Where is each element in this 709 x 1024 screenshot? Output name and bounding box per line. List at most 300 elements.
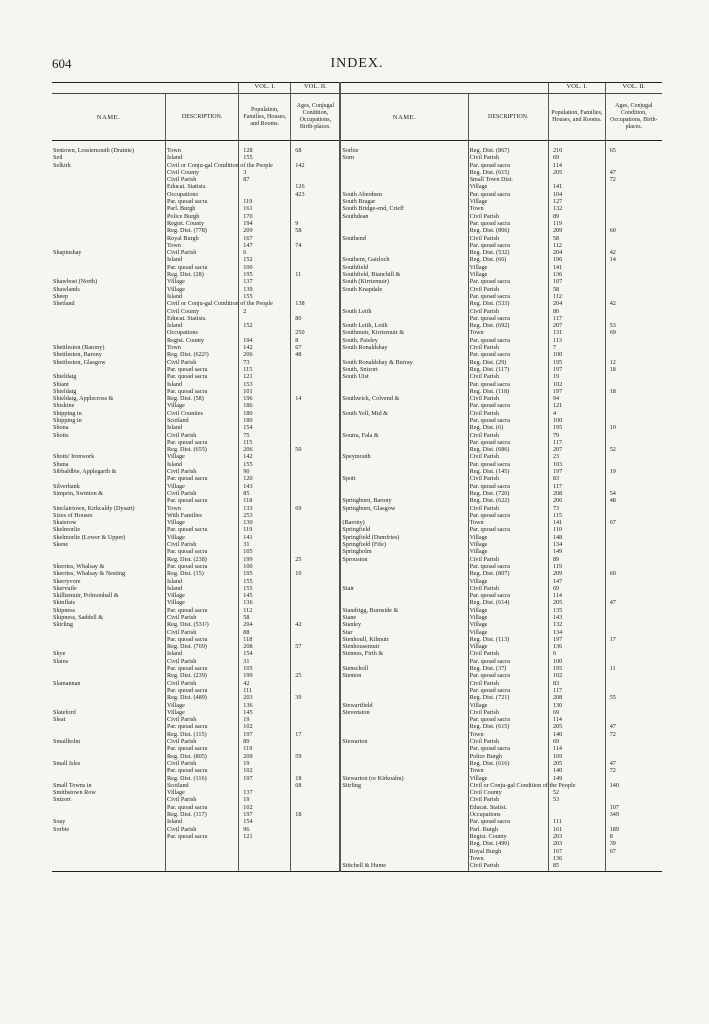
- vol2-page-left: [291, 154, 341, 161]
- vol2-page-right: [605, 286, 662, 293]
- vol1-page-left: 155: [239, 461, 291, 468]
- table-row: [52, 621, 662, 628]
- vol2-desc-header-right: Ages, Conjugal Condition, Occupations, Birth-places.: [605, 94, 662, 141]
- entry-description-left: Island: [165, 585, 238, 592]
- entry-description-left: Par. quoad sacra: [165, 475, 238, 482]
- vol1-page-right: 130: [548, 702, 605, 709]
- entry-description-left: Reg. Dist. (28): [165, 271, 238, 278]
- entry-description-right: Village: [468, 271, 548, 278]
- entry-name-left: Sorbie: [53, 825, 70, 833]
- entry-name-right: Stenton: [340, 672, 468, 679]
- vol2-page-left: 25: [291, 556, 341, 563]
- entry-name-right: [340, 351, 468, 358]
- entry-description-left: Civil Parish: [165, 541, 238, 548]
- vol2-page-left: [291, 475, 341, 482]
- vol2-header-right: VOL. II.: [605, 83, 662, 94]
- table-row: [52, 490, 662, 497]
- vol1-page-left: 105: [239, 665, 291, 672]
- vol2-page-left: [291, 745, 341, 752]
- vol1-page-left: 88: [239, 629, 291, 636]
- vol2-page-left: [291, 760, 341, 767]
- vol2-page-left: [291, 176, 341, 183]
- vol1-page-right: 140: [548, 731, 605, 738]
- entry-description-left: Town: [165, 344, 238, 351]
- table-row: [52, 826, 662, 833]
- table-row: [52, 220, 662, 227]
- entry-name-right: [340, 760, 468, 767]
- vol1-page-right: 100: [548, 351, 605, 358]
- vol2-page-right: [605, 278, 662, 285]
- entry-name-left: [52, 767, 165, 774]
- entry-name-left: [52, 322, 165, 329]
- vol1-page-right: 102: [548, 381, 605, 388]
- entry-description-right: Par. quoad sacra: [468, 278, 548, 285]
- vol2-page-left: [291, 308, 341, 315]
- entry-name-right: South (Kirriemuir): [340, 278, 468, 285]
- vol2-page-right: 17: [605, 636, 662, 643]
- vol1-page-left: 101: [239, 388, 291, 395]
- entry-name-right: [340, 811, 468, 818]
- table-row: [52, 665, 662, 672]
- entry-name-left: Skirling: [53, 621, 73, 629]
- entry-name-right: South Bragar: [340, 198, 468, 205]
- vol1-page-right: 104: [548, 191, 605, 198]
- entry-description-right: Reg. Dist. (720): [468, 490, 548, 497]
- entry-description-left: Par. quoad sacra: [165, 745, 238, 752]
- table-row: [52, 183, 662, 190]
- vol1-page-left: 155: [239, 154, 291, 161]
- vol2-page-left: [291, 417, 341, 424]
- entry-description-right: Reg. Dist. (692): [468, 322, 548, 329]
- table-row: [52, 395, 662, 402]
- vol2-page-right: [605, 381, 662, 388]
- entry-name-left: [52, 191, 165, 198]
- vol2-page-right: [605, 453, 662, 460]
- entry-name-left: Skervuile: [53, 584, 77, 592]
- vol2-page-right: [605, 534, 662, 541]
- entry-name-right: Soutra, Fala &: [340, 432, 468, 439]
- entry-name-right: Springburn, Barony: [340, 497, 468, 504]
- table-row: [52, 461, 662, 468]
- table-row: [52, 636, 662, 643]
- table-row: [52, 753, 662, 760]
- entry-name-left: [52, 548, 165, 555]
- entry-description-right: Village: [468, 183, 548, 190]
- vol1-page-right: 195: [548, 424, 605, 431]
- entry-name-left: Selkirk: [53, 161, 71, 169]
- entry-name-right: Stanley: [340, 621, 468, 628]
- table-row: [52, 329, 662, 336]
- entry-name-left: Shipping in: [53, 416, 82, 424]
- entry-description-right: Civil Parish: [468, 395, 548, 402]
- vol2-page-right: [605, 293, 662, 300]
- entry-description-right: Civil Parish: [468, 556, 548, 563]
- vol2-page-left: [291, 592, 341, 599]
- vol1-page-right: 113: [548, 337, 605, 344]
- vol1-page-left: 100: [239, 563, 291, 570]
- vol2-page-right: [605, 643, 662, 650]
- entry-description-left: Par. quoad sacra: [165, 439, 238, 446]
- vol1-page-left: 102: [239, 767, 291, 774]
- entry-description-left: Reg. Dist. (655): [165, 446, 238, 453]
- table-row: [52, 519, 662, 526]
- vol2-page-left: 74: [291, 242, 341, 249]
- vol1-page-right: 117: [548, 439, 605, 446]
- entry-name-right: [340, 687, 468, 694]
- entry-description-right: Village: [468, 534, 548, 541]
- vol2-page-right: [605, 505, 662, 512]
- table-row: [52, 249, 662, 256]
- vol1-page-left: 155: [239, 293, 291, 300]
- vol1-page-right: 69: [548, 154, 605, 161]
- vol1-page-right: 114: [548, 162, 605, 169]
- entry-description-right: Civil Parish: [468, 475, 548, 482]
- vol1-page-right: 149: [548, 775, 605, 782]
- vol2-page-left: [291, 213, 341, 220]
- entry-name-right: [340, 249, 468, 256]
- vol1-page-right: 207: [548, 446, 605, 453]
- vol1-page-right: 209: [548, 227, 605, 234]
- entry-description-right: Civil or Conju-gal Condition of the People: [469, 781, 576, 789]
- vol1-page-left: 145: [239, 592, 291, 599]
- vol1-page-right: 121: [548, 402, 605, 409]
- entry-name-right: South, Snizort: [340, 366, 468, 373]
- vol1-page-right: 112: [548, 293, 605, 300]
- entry-name-left: Seil: [53, 154, 63, 162]
- entry-name-right: Stair: [340, 585, 468, 592]
- vol2-page-left: 68: [291, 782, 341, 789]
- vol2-page-right: 18: [605, 366, 662, 373]
- vol2-page-left: [291, 687, 341, 694]
- table-row: [52, 709, 662, 716]
- entry-name-right: Southdean: [340, 213, 468, 220]
- vol1-page-right: 205: [548, 169, 605, 176]
- vol1-page-left: 118: [239, 497, 291, 504]
- entry-name-right: [340, 242, 468, 249]
- vol-spacer: [468, 83, 548, 94]
- vol2-page-right: [605, 395, 662, 402]
- entry-description-right: Civil Parish: [468, 344, 548, 351]
- vol2-page-left: [291, 680, 341, 687]
- vol1-page-left: 145: [239, 709, 291, 716]
- vol1-page-left: 253: [239, 512, 291, 519]
- vol2-page-left: [291, 578, 341, 585]
- vol1-page-left: 89: [239, 738, 291, 745]
- vol2-page-left: 126: [291, 183, 341, 190]
- entry-description-left: Occupations: [165, 329, 238, 336]
- entry-name-right: Spott: [340, 475, 468, 482]
- vol2-page-right: [605, 315, 662, 322]
- vol2-page-right: [605, 818, 662, 825]
- vol1-page-right: 85: [548, 862, 605, 872]
- entry-description-left: Civil Parish: [165, 826, 238, 833]
- entry-description-right: Civil Parish: [468, 585, 548, 592]
- entry-description-left: Island: [165, 322, 238, 329]
- entry-description-left: Par. quoad sacra: [165, 366, 238, 373]
- entry-description-left: Civil or Conju-gal Condition of the People: [166, 161, 273, 169]
- vol2-page-left: [291, 789, 341, 796]
- table-row: [52, 629, 662, 636]
- entry-description-left: Town: [165, 505, 238, 512]
- entry-description-left: Par. quoad sacra: [165, 767, 238, 774]
- vol2-page-left: 57: [291, 643, 341, 650]
- vol1-page-right: 100: [548, 417, 605, 424]
- vol2-page-right: 55: [605, 694, 662, 701]
- entry-name-left: [52, 235, 165, 242]
- table-row: [52, 264, 662, 271]
- table-row: [52, 366, 662, 373]
- vol2-page-right: 42: [605, 300, 662, 307]
- vol1-page-right: 119: [548, 220, 605, 227]
- table-row: [52, 745, 662, 752]
- vol2-desc-header-left: Ages, Conjugal Condition, Occupations, Birth-places.: [291, 94, 341, 141]
- vol-spacer: [52, 83, 165, 94]
- entry-name-right: [340, 461, 468, 468]
- table-row: [52, 235, 662, 242]
- table-row: [52, 570, 662, 577]
- entry-name-left: [52, 169, 165, 176]
- vol1-page-right: 197: [548, 636, 605, 643]
- vol2-page-left: [291, 650, 341, 657]
- entry-description-right: Civil Parish: [468, 738, 548, 745]
- vol1-page-left: 141: [239, 534, 291, 541]
- entry-description-left: Island: [165, 578, 238, 585]
- entry-description-right: Par. quoad sacra: [468, 512, 548, 519]
- table-row: [52, 286, 662, 293]
- entry-name-left: [52, 242, 165, 249]
- entry-description-left: Civil Parish: [165, 614, 238, 621]
- entry-description-left: Village: [165, 278, 238, 285]
- vol2-page-right: [605, 650, 662, 657]
- vol2-page-right: [605, 687, 662, 694]
- vol1-page-right: 23: [548, 453, 605, 460]
- entry-name-right: Southend: [340, 235, 468, 242]
- table-row: [52, 767, 662, 774]
- vol1-page-left: 186: [239, 402, 291, 409]
- table-row: [52, 475, 662, 482]
- entry-name-left: Small Isles: [53, 759, 81, 767]
- vol2-page-left: 48: [291, 351, 341, 358]
- entry-name-right: South Yell, Mid &: [340, 410, 468, 417]
- vol1-page-left: 139: [239, 286, 291, 293]
- description-header-left: DESCRIPTION.: [165, 94, 238, 141]
- entry-description-right: Civil Parish: [468, 650, 548, 657]
- entry-description-left: Educat. Statists.: [165, 183, 238, 190]
- vol1-page-left: 206: [239, 351, 291, 358]
- entry-description-right: Reg. Dist. (806): [468, 227, 548, 234]
- vol2-page-right: 19: [605, 468, 662, 475]
- entry-name-right: [340, 833, 468, 840]
- entry-name-right: [340, 578, 468, 585]
- entry-description-right: Civil Parish: [468, 796, 548, 803]
- vol2-page-right: 8: [605, 833, 662, 840]
- entry-description-right: Reg. Dist. (117): [468, 366, 548, 373]
- vol2-page-left: [291, 497, 341, 504]
- entry-description-left: Parl. Burgh: [165, 205, 238, 212]
- vol1-page-left: 102: [239, 804, 291, 811]
- entry-description-left: Par. quoad sacra: [165, 804, 238, 811]
- entry-name-right: [340, 716, 468, 723]
- vol2-page-left: [291, 855, 341, 862]
- vol1-page-right: 127: [548, 198, 605, 205]
- vol2-page-left: [291, 235, 341, 242]
- vol1-page-right: 117: [548, 315, 605, 322]
- entry-description-left: Civil Parish: [165, 796, 238, 803]
- vol2-page-left: [291, 862, 341, 872]
- vol1-page-left: 154: [239, 650, 291, 657]
- entry-name-right: [340, 855, 468, 862]
- entry-description-left: Reg. Dist. (58): [165, 395, 238, 402]
- vol2-page-left: [291, 453, 341, 460]
- vol1-page-left: 119: [239, 526, 291, 533]
- vol2-page-right: [605, 337, 662, 344]
- entry-description-left: Village: [165, 534, 238, 541]
- vol1-page-left: 133: [239, 505, 291, 512]
- entry-name-right: South Leith: [340, 308, 468, 315]
- table-row: [52, 505, 662, 512]
- vol2-page-left: 138: [291, 300, 341, 307]
- vol1-page-right: 94: [548, 395, 605, 402]
- vol2-page-right: [605, 541, 662, 548]
- vol1-page-left: 19: [239, 760, 291, 767]
- vol1-page-left: 199: [239, 672, 291, 679]
- vol2-page-right: 60: [605, 570, 662, 577]
- entry-name-left: Shiant: [53, 380, 69, 388]
- vol1-page-right: 58: [548, 235, 605, 242]
- entry-description-right: Village: [468, 629, 548, 636]
- vol2-page-right: [605, 672, 662, 679]
- vol2-page-right: [605, 709, 662, 716]
- vol2-page-right: [605, 344, 662, 351]
- vol1-page-left: 155: [239, 578, 291, 585]
- vol1-desc-header-right: Population, Families, Houses, and Rooms.: [548, 94, 605, 141]
- table-row: [52, 322, 662, 329]
- vol2-page-right: [605, 351, 662, 358]
- entry-description-left: Par. quoad sacra: [165, 665, 238, 672]
- entry-description-right: Village: [468, 548, 548, 555]
- entry-name-right: [340, 753, 468, 760]
- vol2-page-left: [291, 432, 341, 439]
- table-row: [52, 205, 662, 212]
- entry-description-right: Town: [468, 855, 548, 862]
- vol1-page-left: 167: [239, 235, 291, 242]
- entry-name-right: Stenhoull, Kilmuir: [340, 636, 468, 643]
- entry-description-left: Royal Burgh: [165, 235, 238, 242]
- entry-name-left: [52, 315, 165, 322]
- vol1-page-right: 114: [548, 745, 605, 752]
- vol1-page-left: [239, 329, 291, 336]
- entry-name-left: Skerries, Whalsay &: [53, 562, 105, 570]
- vol1-page-right: 141: [548, 519, 605, 526]
- entry-description-left: Village: [165, 402, 238, 409]
- entry-name-right: [340, 789, 468, 796]
- vol2-page-left: [291, 723, 341, 730]
- table-row: [52, 818, 662, 825]
- table-row: [52, 256, 662, 263]
- table-row: [52, 300, 662, 307]
- entry-name-left: [52, 256, 165, 263]
- vol1-page-right: 207: [548, 322, 605, 329]
- entry-description-right: Village: [468, 614, 548, 621]
- entry-description-left: Village: [165, 789, 238, 796]
- vol1-page-right: 132: [548, 621, 605, 628]
- vol1-page-right: 149: [548, 548, 605, 555]
- entry-name-right: Stevenston: [340, 709, 468, 716]
- vol2-page-left: [291, 716, 341, 723]
- entry-name-right: [340, 826, 468, 833]
- vol2-page-right: [605, 410, 662, 417]
- entry-description-left: Civil Parish: [165, 738, 238, 745]
- entry-name-left: Slateford: [53, 708, 76, 716]
- vol2-page-left: [291, 256, 341, 263]
- entry-name-left: Skilliemuir, Polmonhall &: [53, 592, 119, 600]
- vol2-page-left: [291, 826, 341, 833]
- entry-name-right: Stirling: [340, 782, 468, 789]
- entry-description-right: Par. quoad sacra: [468, 658, 548, 665]
- entry-name-left: [52, 804, 165, 811]
- entry-description-left: Par. quoad sacra: [165, 526, 238, 533]
- entry-name-left: Skelmorlie: [53, 526, 81, 534]
- page-header: [52, 56, 662, 74]
- entry-description-right: Village: [468, 643, 548, 650]
- entry-name-left: [52, 694, 165, 701]
- entry-name-left: [52, 840, 165, 847]
- vol1-page-left: [239, 855, 291, 862]
- vol1-page-left: 120: [239, 475, 291, 482]
- entry-name-right: Speymouth: [340, 453, 468, 460]
- entry-name-left: Shapinshay: [53, 249, 82, 257]
- vol1-page-right: 167: [548, 848, 605, 855]
- vol2-page-right: 72: [605, 731, 662, 738]
- entry-name-left: Shieldaig: [53, 387, 77, 395]
- vol2-page-right: [605, 614, 662, 621]
- entry-description-left: Civil Parish: [165, 658, 238, 665]
- vol2-page-left: 42: [291, 621, 341, 628]
- vol2-page-right: 65: [605, 141, 662, 155]
- vol1-page-left: 154: [239, 818, 291, 825]
- vol1-page-left: 143: [239, 483, 291, 490]
- entry-description-right: Par. quoad sacra: [468, 672, 548, 679]
- entry-description-right: Par. quoad sacra: [468, 716, 548, 723]
- index-body: [52, 141, 662, 872]
- entry-description-right: Occupations: [468, 811, 548, 818]
- entry-description-right: Village: [468, 541, 548, 548]
- table-row: [52, 351, 662, 358]
- entry-description-right: Civil Parish: [468, 432, 548, 439]
- table-row: [52, 432, 662, 439]
- entry-description-right: Par. quoad sacra: [468, 351, 548, 358]
- entry-name-right: South, Paisley: [340, 337, 468, 344]
- vol1-page-right: 131: [548, 329, 605, 336]
- vol2-page-right: 14: [605, 256, 662, 263]
- table-row: [52, 650, 662, 657]
- entry-description-left: Town: [165, 242, 238, 249]
- table-row: [52, 344, 662, 351]
- table-row: [52, 154, 662, 161]
- vol1-page-left: 180: [239, 410, 291, 417]
- vol2-page-left: [291, 366, 341, 373]
- entry-description-left: Reg. Dist. (117): [165, 811, 238, 818]
- table-row: [52, 278, 662, 285]
- vol1-page-right: 107: [548, 278, 605, 285]
- entry-description-right: Reg. Dist. (490): [468, 840, 548, 847]
- vol2-page-right: [605, 432, 662, 439]
- entry-description-right: Par. quoad sacra: [468, 381, 548, 388]
- vol1-page-left: 119: [239, 745, 291, 752]
- vol1-page-right: 147: [548, 578, 605, 585]
- entry-description-right: Par. quoad sacra: [468, 242, 548, 249]
- vol2-page-right: 18: [605, 388, 662, 395]
